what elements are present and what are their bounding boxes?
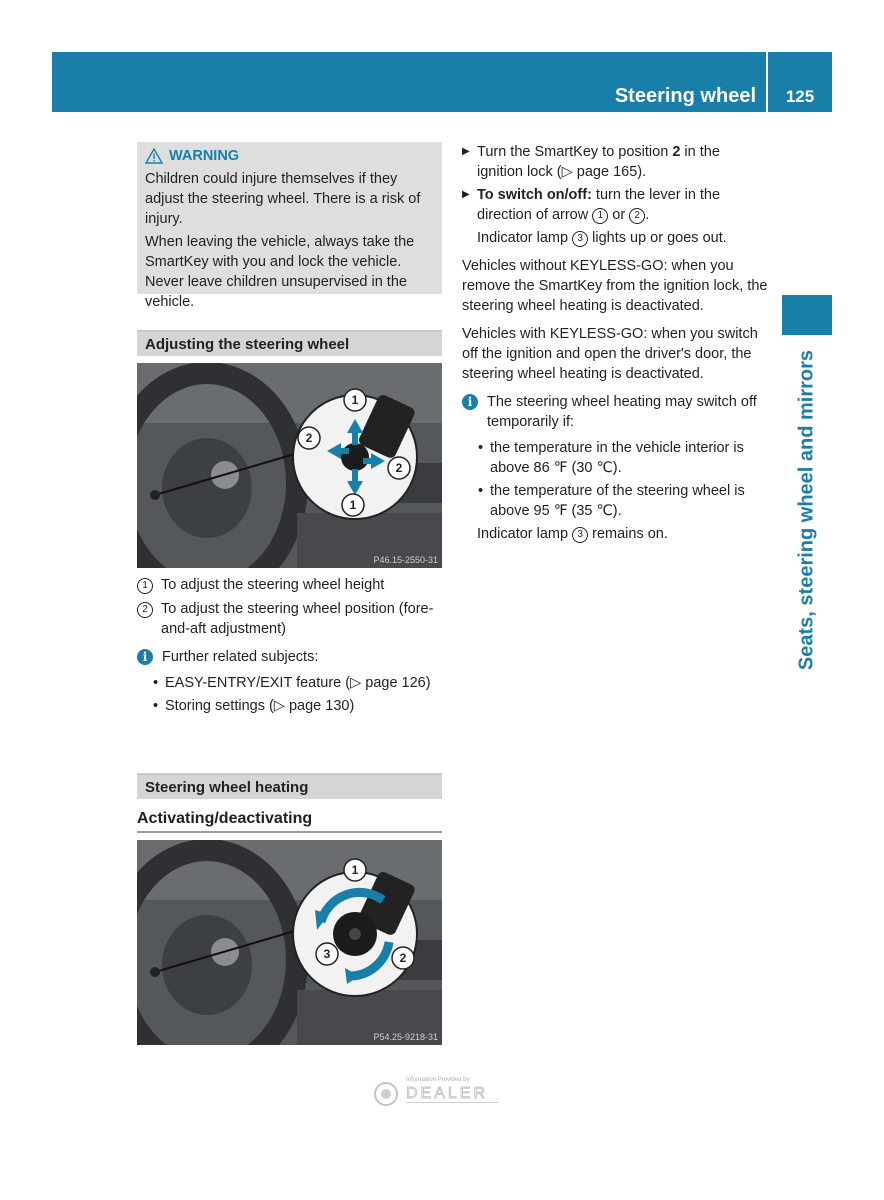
warning-heading [145, 146, 434, 166]
warning-triangle-icon [145, 148, 163, 164]
caption-text: To adjust the steering wheel position (fore-and-aft adjustment) [161, 601, 434, 637]
info-text: The steering wheel heating may switch off temporarily if: [487, 394, 757, 430]
right-column [462, 142, 768, 544]
indicator-remains: Indicator lamp 3 remains on. [477, 526, 668, 542]
conditions-list [478, 438, 768, 521]
paragraph-without-keyless: Vehicles without KEYLESS-GO: when you remove the SmartKey from the ignition lock, the steering wheel heating is deactivated. [462, 258, 768, 314]
caption-item [137, 575, 442, 595]
paragraph-with-keyless: Vehicles with KEYLESS-GO: when you switch off the ignition and open the driver's door, the steering wheel heating is deactivated. [462, 326, 758, 382]
info-text: Further related subjects: [162, 649, 319, 665]
indicator-result: Indicator lamp 3 lights up or goes out. [477, 230, 727, 246]
warning-title: WARNING [169, 148, 240, 164]
steering-heating-photo [137, 840, 442, 1045]
adjusting-captions [137, 575, 442, 719]
step-arrow-icon: ▶ [462, 189, 470, 200]
related-subjects-list [153, 673, 442, 716]
condition-text: the temperature of the steering wheel is above 95 ℉ (35 ℃). [490, 483, 745, 519]
info-note [462, 392, 768, 432]
list-item: • EASY-ENTRY/EXIT feature (▷ page 126) [153, 675, 431, 691]
step-text: Turn the SmartKey to position 2 in the ignition lock (▷ page 165). [477, 144, 720, 180]
list-item: • the temperature of the steering wheel is above 95 ℉ (35 ℃). [478, 481, 768, 521]
page-number: 125 [785, 87, 815, 106]
list-item: • Storing settings (▷ page 130) [153, 698, 355, 714]
chapter-tab [782, 295, 832, 335]
chapter-label: Seats, steering wheel and mirrors [795, 349, 818, 671]
related-link-easy-entry[interactable]: EASY-ENTRY/EXIT feature (▷ page 126) [165, 675, 431, 691]
callout-1-top: 1 [351, 393, 359, 407]
related-link-storing-settings[interactable]: Storing settings (▷ page 130) [165, 698, 355, 714]
steering-adjust-photo [137, 363, 442, 568]
callout-2-left: 2 [305, 431, 313, 445]
watermark-brand: DEALER [406, 1085, 489, 1102]
dealer-watermark [372, 1072, 512, 1108]
info-icon: i [137, 649, 153, 665]
warning-text-2: When leaving the vehicle, always take the SmartKey with you and lock the vehicle. Never leave children unsupervised in the vehicle. [145, 234, 415, 310]
image-code: P46.15-2550-31 [373, 555, 438, 565]
caption-number: 2 [137, 602, 153, 618]
subheading-activating: Activating/deactivating [137, 809, 442, 833]
callout-2: 2 [399, 951, 407, 965]
steering-adjust-illustration [137, 363, 442, 568]
image-code: P54.25-9218-31 [373, 1032, 438, 1042]
caption-item [137, 599, 442, 639]
step-text: To switch on/off: turn the lever in the direction of arrow 1 or 2 . [477, 187, 721, 223]
caption-number: 1 [137, 578, 153, 594]
watermark-caption: Information Provided by: [406, 1077, 472, 1083]
step-arrow-icon: ▶ [462, 146, 470, 157]
info-note [137, 647, 442, 667]
info-icon: i [462, 394, 478, 410]
warning-text-1: Children could injure themselves if they adjust the steering wheel. There is a risk of injury. [145, 171, 421, 227]
warning-box [137, 142, 442, 310]
dealer-logo-icon [372, 1072, 512, 1108]
condition-text: the temperature in the vehicle interior is above 86 ℉ (30 ℃). [490, 440, 744, 476]
callout-1: 1 [351, 863, 359, 877]
section-heading-heating: Steering wheel heating [137, 773, 442, 799]
list-item: • the temperature in the vehicle interior is above 86 ℉ (30 ℃). [478, 438, 768, 478]
callout-3: 3 [323, 947, 331, 961]
steering-heating-illustration [137, 840, 442, 1045]
caption-text: To adjust the steering wheel height [161, 577, 385, 593]
page-title: Steering wheel [614, 85, 756, 107]
callout-2-right: 2 [395, 461, 403, 475]
callout-1-bottom: 1 [349, 498, 357, 512]
section-heading-adjusting: Adjusting the steering wheel [137, 330, 442, 356]
step-item [462, 185, 768, 225]
step-item [462, 142, 768, 182]
